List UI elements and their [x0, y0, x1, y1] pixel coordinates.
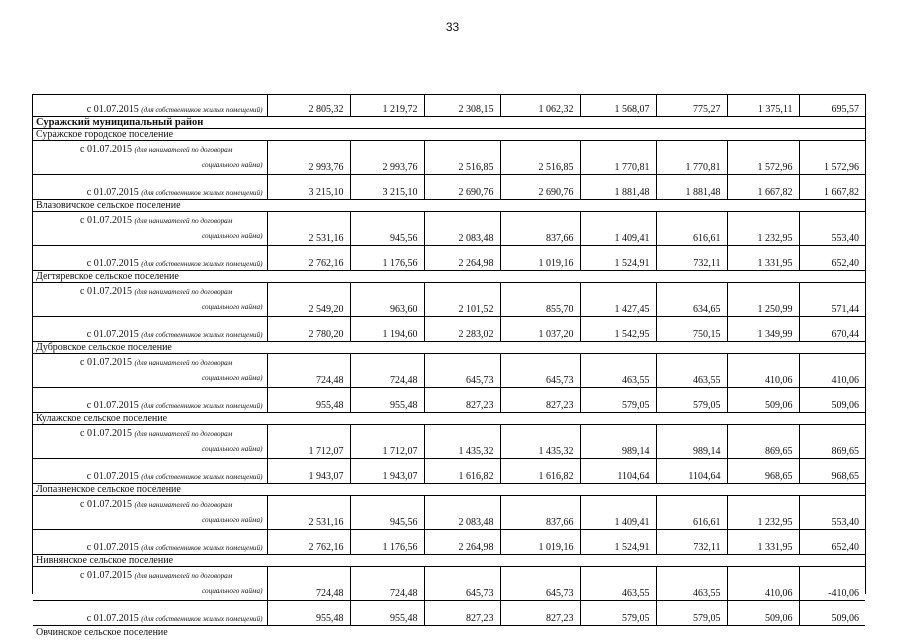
table-cell: 645,73: [424, 567, 500, 601]
table-cell: 869,65: [799, 425, 865, 459]
row-label: [33, 459, 267, 484]
table-cell: 989,14: [656, 425, 727, 459]
table-cell: 2 264,98: [424, 246, 500, 271]
table-cell: 616,61: [656, 212, 727, 246]
table-cell: 1 019,16: [500, 246, 580, 271]
table-cell: 579,05: [656, 388, 727, 413]
table-cell: 579,05: [580, 601, 656, 626]
row-note: (для собственников жилых помещений): [141, 473, 263, 481]
table-cell: 2 762,16: [267, 246, 350, 271]
table-cell: 463,55: [580, 354, 656, 388]
settlement-name: Овчинское сельское поселение: [36, 626, 168, 638]
table-cell: 652,40: [799, 246, 865, 271]
row-note: (для нанимателей по договорам: [134, 288, 233, 296]
settlement-name: Лопазненское сельское поселение: [33, 484, 865, 496]
table-row: [33, 354, 865, 388]
settlement-name: Влазовичское сельское поселение: [33, 200, 865, 212]
table-cell: 732,11: [656, 530, 727, 555]
table-row: [33, 567, 865, 601]
table-cell: 2 101,52: [424, 283, 500, 317]
row-date: с 01.07.2015: [80, 499, 132, 510]
table-cell: 1 616,82: [500, 459, 580, 484]
table-row: [33, 530, 865, 555]
table-cell: 989,14: [580, 425, 656, 459]
table-cell: 1 427,45: [580, 283, 656, 317]
table-cell: 2 805,32: [267, 95, 350, 117]
row-label: [33, 425, 267, 459]
table-cell: 3 215,10: [350, 175, 424, 200]
table-cell: 2 308,15: [424, 95, 500, 117]
row-note: (для собственников жилых помещений): [141, 189, 263, 197]
table-cell: 463,55: [580, 567, 656, 601]
table-cell: 1 435,32: [424, 425, 500, 459]
table-cell: 2 264,98: [424, 530, 500, 555]
settlement-row: [33, 342, 865, 354]
table-cell: 410,06: [727, 354, 799, 388]
row-label: [33, 95, 267, 117]
table-cell: 945,56: [350, 496, 424, 530]
table-cell: 1 435,32: [500, 425, 580, 459]
row-note: социального найма): [202, 303, 263, 311]
table-cell: 827,23: [500, 601, 580, 626]
table-cell: 509,06: [727, 388, 799, 413]
table-cell: 1 770,81: [580, 141, 656, 175]
tariff-table-sheet: [32, 94, 866, 638]
table-cell: 695,57: [799, 95, 865, 117]
row-label-line: [36, 568, 263, 584]
table-cell: 1 409,41: [580, 496, 656, 530]
table-cell: 1 524,91: [580, 246, 656, 271]
table-cell: 1 250,99: [727, 283, 799, 317]
table-cell: 410,06: [799, 354, 865, 388]
table-cell: 955,48: [267, 388, 350, 413]
row-note: (для нанимателей по договорам: [134, 430, 233, 438]
table-cell: 1104,64: [580, 459, 656, 484]
table-cell: 553,40: [799, 496, 865, 530]
table-cell: 1 542,95: [580, 317, 656, 342]
row-label: [33, 283, 267, 317]
row-label-line: [36, 213, 263, 229]
table-cell: 827,23: [424, 601, 500, 626]
tariff-table-body: [33, 95, 865, 638]
table-cell: 2 083,48: [424, 212, 500, 246]
table-cell: 1 409,41: [580, 212, 656, 246]
table-cell: 2 690,76: [500, 175, 580, 200]
table-cell: 1 712,07: [267, 425, 350, 459]
row-note: (для нанимателей по договорам: [134, 572, 233, 580]
settlement-row: [33, 413, 865, 425]
table-cell: 3 215,10: [267, 175, 350, 200]
table-cell: 1 881,48: [656, 175, 727, 200]
table-cell: 1 568,07: [580, 95, 656, 117]
table-cell: 963,60: [350, 283, 424, 317]
table-cell: 827,23: [500, 388, 580, 413]
row-label: [33, 354, 267, 388]
table-row: [33, 283, 865, 317]
row-date: с 01.07.2015: [80, 357, 132, 368]
table-cell: 1 194,60: [350, 317, 424, 342]
table-cell: 837,66: [500, 496, 580, 530]
row-label: [33, 141, 267, 175]
table-cell: 645,73: [424, 354, 500, 388]
table-cell: 855,70: [500, 283, 580, 317]
row-label: [33, 175, 267, 200]
table-cell: 1 176,56: [350, 530, 424, 555]
table-row: [33, 496, 865, 530]
table-cell: 1 062,32: [500, 95, 580, 117]
table-cell: 955,48: [267, 601, 350, 626]
table-cell: 1 572,96: [799, 141, 865, 175]
row-label-line: [36, 142, 263, 158]
table-cell: 724,48: [267, 567, 350, 601]
table-cell: 724,48: [350, 567, 424, 601]
table-cell: 1 349,99: [727, 317, 799, 342]
table-row: [33, 212, 865, 246]
table-cell: 509,06: [799, 601, 865, 626]
table-cell: 2 780,20: [267, 317, 350, 342]
row-date: с 01.07.2015: [86, 542, 139, 553]
settlement-row: [33, 271, 865, 283]
table-cell: 1 667,82: [727, 175, 799, 200]
row-date: с 01.07.2015: [80, 286, 132, 297]
table-row: [33, 317, 865, 342]
table-row: [33, 141, 865, 175]
table-cell: 1 572,96: [727, 141, 799, 175]
row-label-line: [36, 355, 263, 371]
table-cell: 579,05: [656, 601, 727, 626]
table-cell: 1 037,20: [500, 317, 580, 342]
table-row: [33, 601, 865, 626]
row-note: социального найма): [202, 374, 263, 382]
row-label-line: [36, 284, 263, 300]
table-cell: 1 331,95: [727, 246, 799, 271]
table-cell: 1 881,48: [580, 175, 656, 200]
table-cell: 652,40: [799, 530, 865, 555]
table-cell: 1 331,95: [727, 530, 799, 555]
table-cell: 1 219,72: [350, 95, 424, 117]
row-label: [33, 530, 267, 555]
table-cell: 2 516,85: [424, 141, 500, 175]
settlement-name: Суражское городское поселение: [33, 129, 865, 141]
table-cell: 1 232,95: [727, 212, 799, 246]
table-cell: 1 375,11: [727, 95, 799, 117]
row-note: социального найма): [202, 587, 263, 595]
table-cell: 2 531,16: [267, 212, 350, 246]
settlement-name: Кулажское сельское поселение: [33, 413, 865, 425]
table-cell: 955,48: [350, 388, 424, 413]
settlement-row: [33, 200, 865, 212]
row-date: с 01.07.2015: [80, 144, 132, 155]
table-cell: 2 690,76: [424, 175, 500, 200]
table-cell: 2 083,48: [424, 496, 500, 530]
table-cell: 968,65: [727, 459, 799, 484]
row-label: [33, 601, 267, 626]
district-row: [33, 117, 865, 129]
table-cell: 955,48: [350, 601, 424, 626]
row-note: (для нанимателей по договорам: [134, 217, 233, 225]
district-name: Суражский муниципальный район: [33, 117, 865, 129]
table-cell: 509,06: [727, 601, 799, 626]
row-note: (для собственников жилых помещений): [141, 544, 263, 552]
table-cell: 463,55: [656, 354, 727, 388]
row-note: социального найма): [202, 445, 263, 453]
row-label-line: [36, 426, 263, 442]
table-cell: 634,65: [656, 283, 727, 317]
table-cell: 732,11: [656, 246, 727, 271]
table-cell: 827,23: [424, 388, 500, 413]
row-note: (для нанимателей по договорам: [134, 501, 233, 509]
table-row: [33, 246, 865, 271]
row-label: [33, 567, 267, 601]
table-cell: 2 531,16: [267, 496, 350, 530]
table-cell: 1 667,82: [799, 175, 865, 200]
row-date: с 01.07.2015: [86, 258, 139, 269]
table-cell: 2 549,20: [267, 283, 350, 317]
table-cell: 1 770,81: [656, 141, 727, 175]
table-cell: 571,44: [799, 283, 865, 317]
table-cell: 1 943,07: [350, 459, 424, 484]
settlement-row: [33, 555, 865, 567]
row-note: социального найма): [202, 161, 263, 169]
settlement-row: [33, 129, 865, 141]
row-label: [33, 246, 267, 271]
row-note: (для нанимателей по договорам: [134, 146, 233, 154]
row-note: (для собственников жилых помещений): [141, 615, 263, 623]
row-note: (для собственников жилых помещений): [141, 331, 263, 339]
table-cell: 945,56: [350, 212, 424, 246]
row-date: с 01.07.2015: [86, 400, 139, 411]
row-note: (для собственников жилых помещений): [141, 260, 263, 268]
table-cell: 579,05: [580, 388, 656, 413]
table-cell: 410,06: [727, 567, 799, 601]
row-note: социального найма): [202, 516, 263, 524]
table-row: [33, 459, 865, 484]
table-cell: 2 283,02: [424, 317, 500, 342]
row-note: (для собственников жилых помещений): [141, 106, 263, 114]
table-cell: 837,66: [500, 212, 580, 246]
row-date: с 01.07.2015: [86, 187, 139, 198]
table-row: [33, 175, 865, 200]
page-number: 33: [445, 20, 460, 34]
tariff-table: [33, 94, 865, 638]
row-label: [33, 212, 267, 246]
settlement-row: [33, 626, 865, 638]
row-date: с 01.07.2015: [80, 428, 132, 439]
table-cell: 724,48: [350, 354, 424, 388]
row-label-line: [36, 497, 263, 513]
table-row: [33, 95, 865, 117]
table-cell: 775,27: [656, 95, 727, 117]
table-cell: 1 019,16: [500, 530, 580, 555]
table-cell: 2 993,76: [267, 141, 350, 175]
table-cell: 2 516,85: [500, 141, 580, 175]
table-cell: 553,40: [799, 212, 865, 246]
table-cell: 2 762,16: [267, 530, 350, 555]
table-cell: 645,73: [500, 567, 580, 601]
table-cell: 509,06: [799, 388, 865, 413]
table-cell: 724,48: [267, 354, 350, 388]
row-date: с 01.07.2015: [86, 329, 139, 340]
settlement-name: Дегтяревское сельское поселение: [33, 271, 865, 283]
table-cell: 645,73: [500, 354, 580, 388]
table-cell: 670,44: [799, 317, 865, 342]
table-cell: 1104,64: [656, 459, 727, 484]
table-cell: 1 176,56: [350, 246, 424, 271]
row-note: социального найма): [202, 232, 263, 240]
table-cell: 463,55: [656, 567, 727, 601]
settlement-name: Дубровское сельское поселение: [33, 342, 865, 354]
table-cell: -410,06: [799, 567, 865, 601]
row-date: с 01.07.2015: [86, 104, 139, 115]
table-cell: 968,65: [799, 459, 865, 484]
row-date: с 01.07.2015: [80, 215, 132, 226]
table-row: [33, 425, 865, 459]
row-date: с 01.07.2015: [80, 570, 132, 581]
table-cell: 750,15: [656, 317, 727, 342]
row-label: [33, 388, 267, 413]
table-cell: 616,61: [656, 496, 727, 530]
table-cell: 1 616,82: [424, 459, 500, 484]
settlement-name: Нивнянское сельское поселение: [33, 555, 865, 567]
row-label: [33, 317, 267, 342]
table-cell: 1 943,07: [267, 459, 350, 484]
table-cell: 869,65: [727, 425, 799, 459]
table-row: [33, 388, 865, 413]
table-cell: 1 524,91: [580, 530, 656, 555]
row-note: (для нанимателей по договорам: [134, 359, 233, 367]
settlement-row: [33, 484, 865, 496]
table-cell: 1 712,07: [350, 425, 424, 459]
row-note: (для собственников жилых помещений): [141, 402, 263, 410]
row-date: с 01.07.2015: [86, 613, 139, 624]
row-date: с 01.07.2015: [86, 471, 139, 482]
row-label: [33, 496, 267, 530]
table-cell: 2 993,76: [350, 141, 424, 175]
table-cell: 1 232,95: [727, 496, 799, 530]
